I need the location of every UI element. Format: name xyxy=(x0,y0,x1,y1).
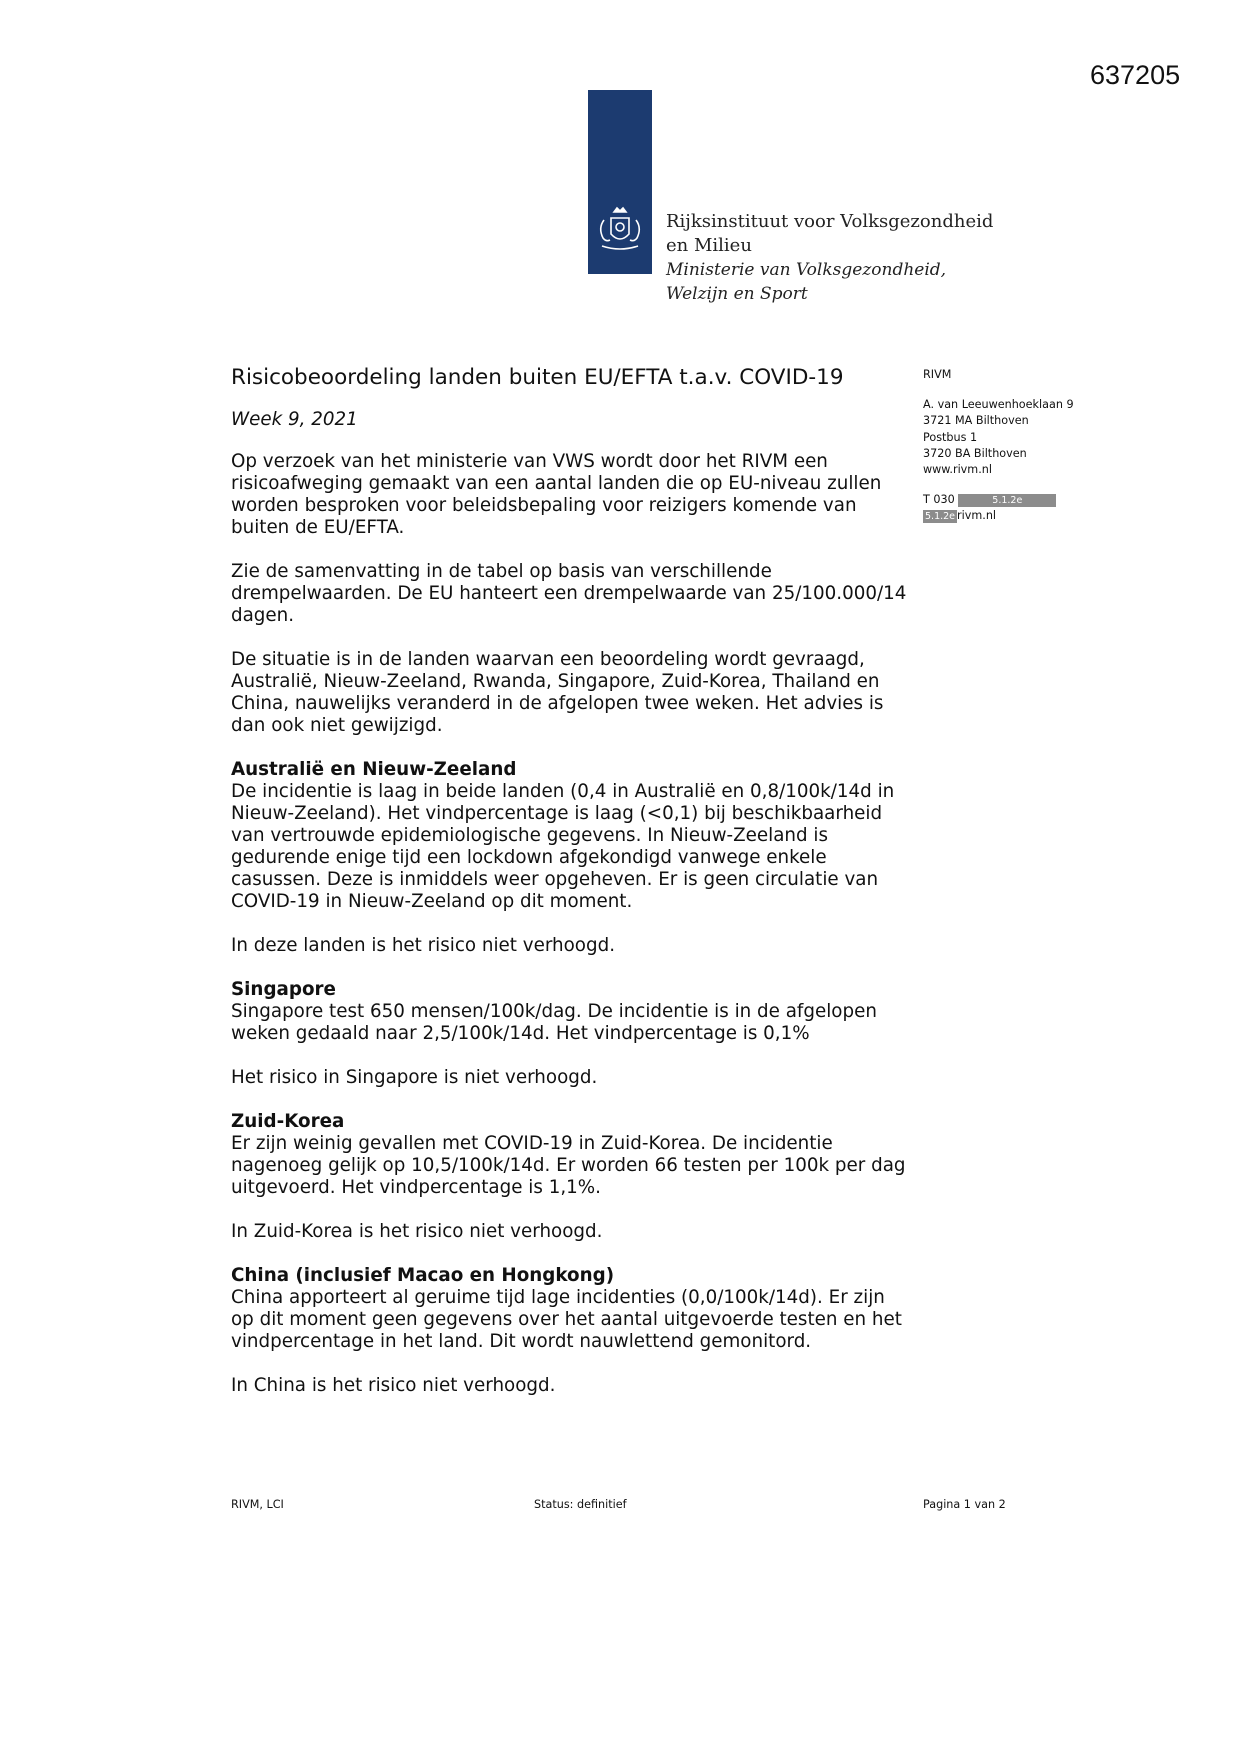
org-name-line1: Rijksinstituut voor Volksgezondheid xyxy=(666,211,994,232)
crest-icon xyxy=(594,206,646,258)
document-body xyxy=(231,364,911,1397)
section-conclusion: Het risico in Singapore is niet verhoogd. xyxy=(231,1067,598,1088)
footer-status: Status: definitief xyxy=(534,1498,627,1511)
ministry-line1: Ministerie van Volksgezondheid, xyxy=(666,260,947,280)
section-conclusion: In deze landen is het risico niet verhoogd. xyxy=(231,935,616,956)
section-conclusion: In Zuid-Korea is het risico niet verhoogd. xyxy=(231,1221,603,1242)
logo-bar xyxy=(588,90,652,274)
section-australia: Australië en Nieuw-Zeeland De incidentie is laag in beide landen (0,4 in Australië en 0,8/100k/14d in Nieuw-Zeeland). Het vindpercentage is laag (<0,1) bij beschikbaarheid van vertrouwde epidemiologische gegevens. In Nieuw-Zeeland is gedurende enige tijd een lockdown afgekondigd vanwege enkele casussen. Deze is inmiddels weer opgeheven. Er is geen circulatie van COVID-19 in Nieuw-Zeeland op dit moment. In deze landen is het risico niet verhoogd. xyxy=(231,759,911,957)
address-line: 3721 MA Bilthoven xyxy=(923,414,1029,428)
phone-line: T 030 5.1.2e xyxy=(923,492,1123,508)
section-south-korea: Zuid-Korea Er zijn weinig gevallen met COVID-19 in Zuid-Korea. De incidentie nagenoeg gelijk op 10,5/100k/14d. Er worden 66 testen per 100k per dag uitgevoerd. Het vindpercentage is 1,1%. In Zuid-Korea is het risico niet verhoogd. xyxy=(231,1111,911,1243)
section-china: China (inclusief Macao en Hongkong) China apporteert al geruime tijd lage incidenties (0,0/100k/14d). Er zijn op dit moment geen gegevens over het aantal uitgevoerde testen en het vindpercentage in het land. Dit wordt nauwlettend gemonitord. In China is het risico niet verhoogd. xyxy=(231,1265,911,1397)
sender-address xyxy=(923,367,1123,525)
section-singapore: Singapore Singapore test 650 mensen/100k/dag. De incidentie is in de afgelopen weken gedaald naar 2,5/100k/14d. Het vindpercentage is 0,1% Het risico in Singapore is niet verhoogd. xyxy=(231,979,911,1089)
week-label: Week 9, 2021 xyxy=(231,409,358,430)
document-number: 637205 xyxy=(1090,60,1181,90)
page-title: Risicobeoordeling landen buiten EU/EFTA t.a.v. COVID-19 xyxy=(231,365,844,390)
footer-page-number: Pagina 1 van 2 xyxy=(923,1498,1006,1511)
section-heading: Singapore xyxy=(231,979,336,1000)
website-link[interactable]: www.rivm.nl xyxy=(923,463,992,477)
summary-paragraph: Zie de samenvatting in de tabel op basis van verschillende drempelwaarden. De EU hanteert een drempelwaarde van 25/100.000/14 dagen. xyxy=(231,561,907,626)
section-heading: China (inclusief Macao en Hongkong) xyxy=(231,1265,615,1286)
section-heading: Zuid-Korea xyxy=(231,1111,345,1132)
email-redaction: 5.1.2e xyxy=(925,510,956,522)
address-line: A. van Leeuwenhoeklaan 9 xyxy=(923,398,1074,412)
ministry-line2: Welzijn en Sport xyxy=(666,284,808,304)
situation-paragraph: De situatie is in de landen waarvan een beoordeling wordt gevraagd, Australië, Nieuw-Zeeland, Rwanda, Singapore, Zuid-Korea, Thailand en China, nauwelijks veranderd in de afgelopen twee weken. Het advies is dan ook niet gewijzigd. xyxy=(231,649,884,736)
org-name-line2: en Milieu xyxy=(666,235,752,256)
footer-left: RIVM, LCI xyxy=(231,1498,284,1511)
organisation-block xyxy=(666,210,993,306)
section-conclusion: In China is het risico niet verhoogd. xyxy=(231,1375,556,1396)
section-heading: Australië en Nieuw-Zeeland xyxy=(231,759,517,780)
address-line: 3720 BA Bilthoven xyxy=(923,446,1027,460)
sidebar-org: RIVM xyxy=(923,368,952,381)
email-line: 5.1.2e rivm.nl xyxy=(925,509,997,523)
address-line: Postbus 1 xyxy=(923,430,978,444)
phone-redaction: 5.1.2e xyxy=(958,494,1056,507)
intro-paragraph: Op verzoek van het ministerie van VWS wordt door het RIVM een risicoafweging gemaakt van een aantal landen die op EU-niveau zullen worden besproken voor beleidsbepaling voor reizigers komende van buiten de EU/EFTA. xyxy=(231,451,882,538)
